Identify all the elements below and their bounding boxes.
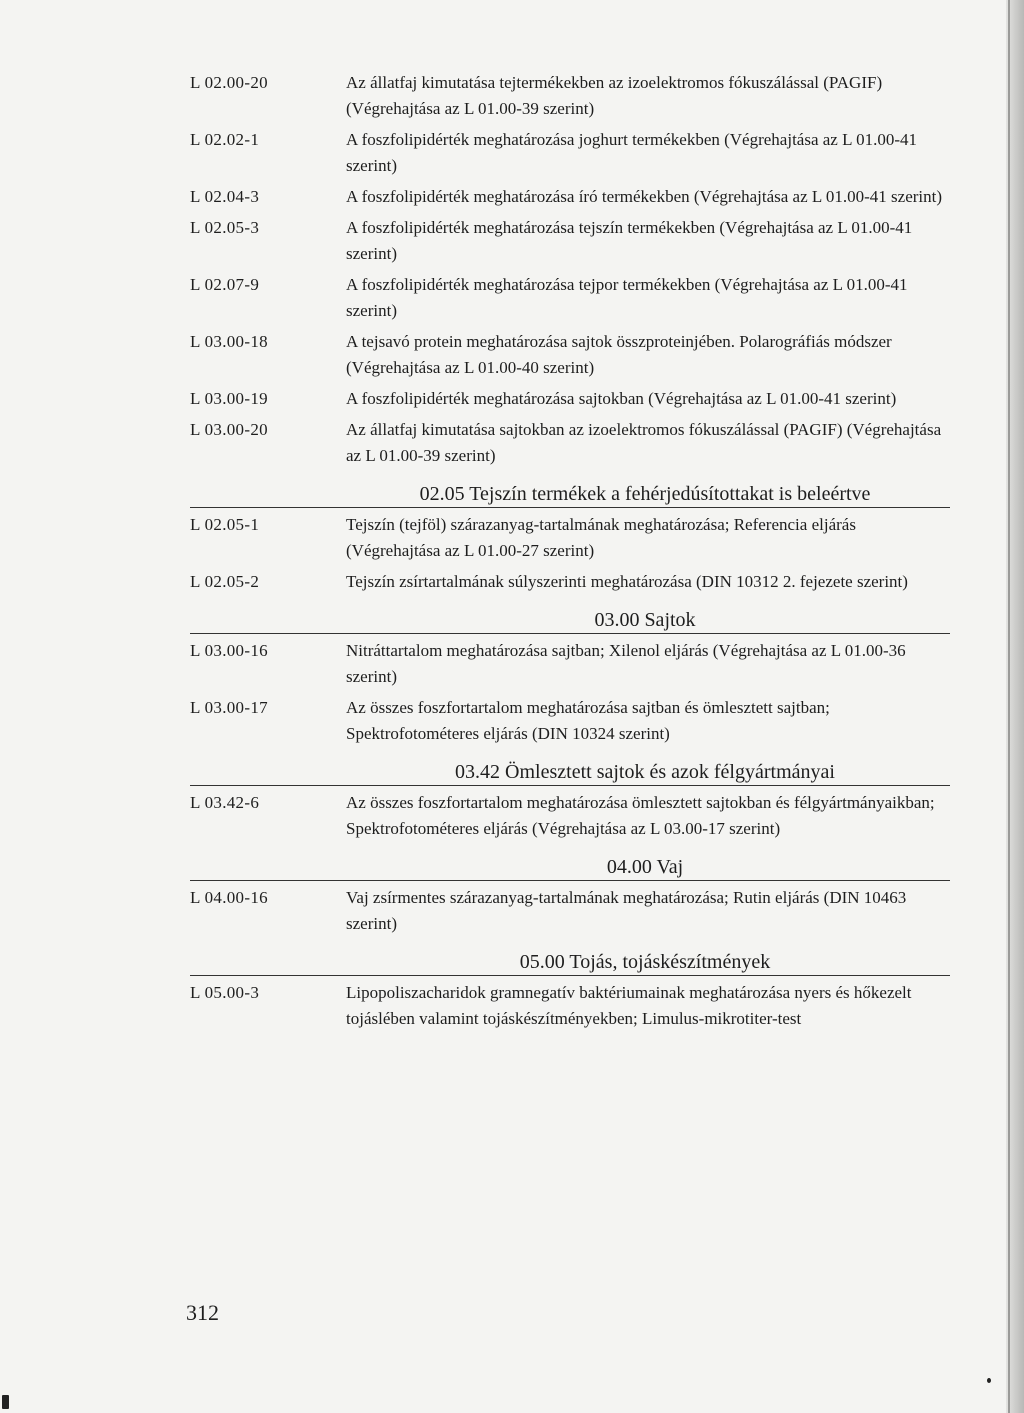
entry-code: L 02.05-1 — [190, 515, 260, 534]
list-item — [190, 184, 950, 210]
section-heading-text: 03.00 Sajtok — [594, 609, 696, 631]
list-item — [190, 70, 950, 122]
list-item — [190, 980, 950, 1032]
entry-code: L 03.42-6 — [190, 793, 260, 812]
page-number: 312 — [186, 1300, 219, 1325]
entry-description: A foszfolipidérték meghatározása joghurt termékekben (Végrehajtása az L 01.00-41 szerint) — [346, 130, 918, 175]
entry-description: Tejszín zsírtartalmának súlyszerinti meghatározása (DIN 10312 2. fejezete szerint) — [346, 572, 908, 591]
entry-code: L 02.00-20 — [190, 73, 268, 92]
section-heading — [190, 854, 950, 881]
list-item — [190, 790, 950, 842]
entry-description: A foszfolipidérték meghatározása sajtokban (Végrehajtása az L 01.00-41 szerint) — [346, 389, 897, 408]
page-content — [190, 70, 950, 1037]
entry-code: L 05.00-3 — [190, 983, 260, 1002]
list-item — [190, 272, 950, 324]
entry-code: L 04.00-16 — [190, 888, 268, 907]
list-item — [190, 695, 950, 747]
list-item — [190, 329, 950, 381]
spine-edge-line — [1008, 0, 1010, 1413]
entry-description: Az összes foszfortartalom meghatározása ömlesztett sajtokban és félgyártmányaikban; Spektrofotométeres eljárás (Végrehajtása az L 03.00-17 szerint) — [346, 793, 935, 838]
list-item — [190, 569, 950, 595]
entry-description: Az állatfaj kimutatása tejtermékekben az izoelektromos fókuszálással (PAGIF) (Végrehajtása az L 01.00-39 szerint) — [346, 73, 883, 118]
entry-code: L 03.00-16 — [190, 641, 268, 660]
list-item — [190, 127, 950, 179]
scan-speck — [2, 1395, 9, 1409]
list-item — [190, 386, 950, 412]
entry-code: L 03.00-17 — [190, 698, 268, 717]
entry-description: A tejsavó protein meghatározása sajtok összproteinjében. Polarográfiás módszer (Végrehajtása az L 01.00-40 szerint) — [346, 332, 892, 377]
entry-description: Lipopoliszacharidok gramnegatív baktériumainak meghatározása nyers és hőkezelt tojáslében valamint tojáskészítményekben; Limulus-mikrotiter-test — [346, 983, 912, 1028]
entry-code: L 02.04-3 — [190, 187, 260, 206]
section-heading — [190, 949, 950, 976]
section-heading-text: 05.00 Tojás, tojáskészítmények — [519, 951, 771, 973]
section-heading — [190, 481, 950, 508]
section-heading-text: 02.05 Tejszín termékek a fehérjedúsítottakat is beleértve — [419, 483, 871, 505]
entry-code: L 02.07-9 — [190, 275, 260, 294]
entry-description: Az összes foszfortartalom meghatározása sajtban és ömlesztett sajtban; Spektrofotométeres eljárás (DIN 10324 szerint) — [346, 698, 830, 743]
section-heading — [190, 607, 950, 634]
entry-description: Az állatfaj kimutatása sajtokban az izoelektromos fókuszálással (PAGIF) (Végrehajtása az L 01.00-39 szerint) — [346, 420, 942, 465]
section-heading — [190, 759, 950, 786]
entry-code: L 03.00-18 — [190, 332, 268, 351]
section-heading-text: 04.00 Vaj — [606, 856, 684, 878]
list-item — [190, 885, 950, 937]
entry-description: A foszfolipidérték meghatározása tejpor termékekben (Végrehajtása az L 01.00-41 szerint) — [346, 275, 908, 320]
list-item — [190, 215, 950, 267]
entry-code: L 03.00-20 — [190, 420, 268, 439]
entry-description: A foszfolipidérték meghatározása író termékekben (Végrehajtása az L 01.00-41 szerint) — [346, 187, 943, 206]
list-item — [190, 417, 950, 469]
scan-speck — [987, 1378, 991, 1383]
section-heading-text: 03.42 Ömlesztett sajtok és azok félgyártmányai — [455, 761, 835, 783]
entry-code: L 02.05-3 — [190, 218, 260, 237]
entry-description: Tejszín (tejföl) szárazanyag-tartalmának meghatározása; Referencia eljárás (Végrehajtása az L 01.00-27 szerint) — [346, 515, 856, 560]
entry-code: L 02.05-2 — [190, 572, 260, 591]
entry-description: A foszfolipidérték meghatározása tejszín termékekben (Végrehajtása az L 01.00-41 szerint) — [346, 218, 913, 263]
entry-description: Vaj zsírmentes szárazanyag-tartalmának meghatározása; Rutin eljárás (DIN 10463 szerint) — [346, 888, 907, 933]
list-item — [190, 512, 950, 564]
entry-description: Nitráttartalom meghatározása sajtban; Xilenol eljárás (Végrehajtása az L 01.00-36 szerint) — [346, 641, 906, 686]
entry-code: L 02.02-1 — [190, 130, 260, 149]
entry-code: L 03.00-19 — [190, 389, 268, 408]
list-item — [190, 638, 950, 690]
